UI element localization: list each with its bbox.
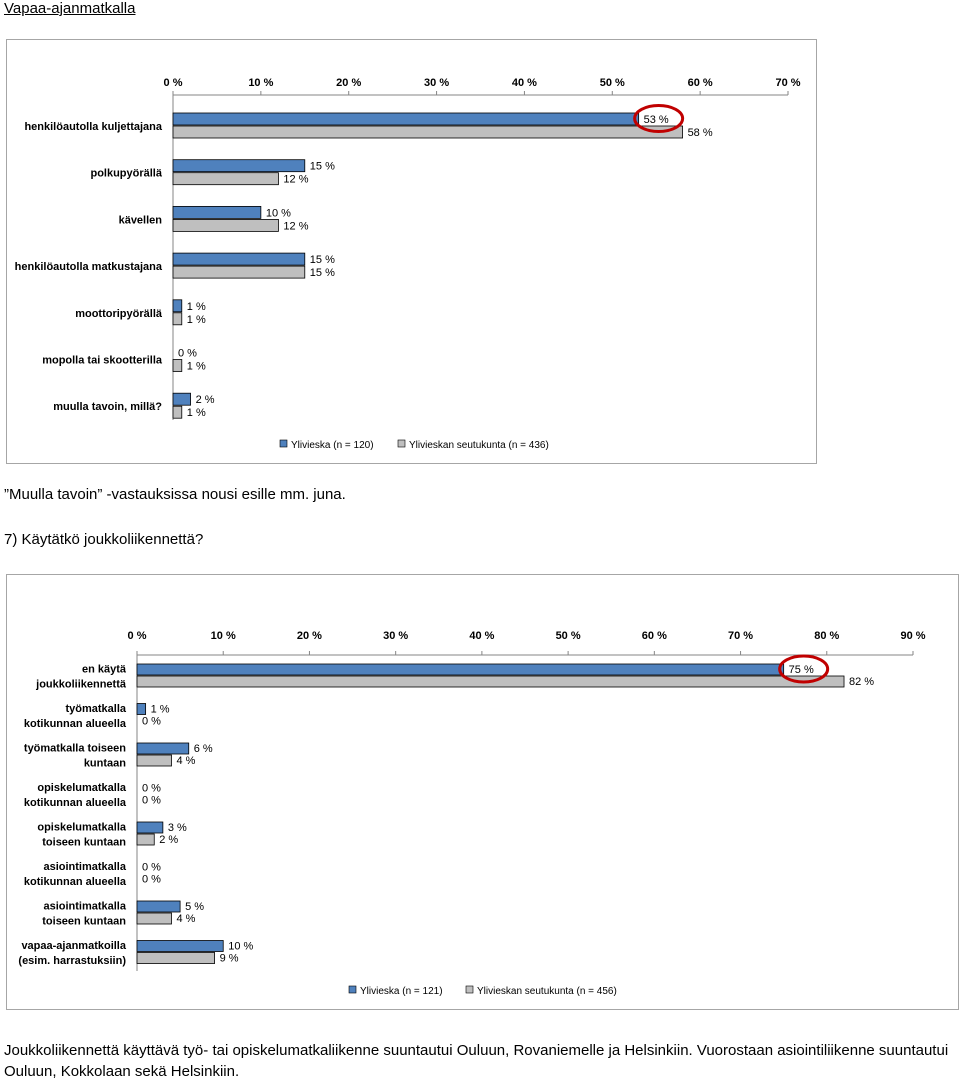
chart2-data-label: 3 % (167, 822, 187, 834)
chart1-data-label: 12 % (283, 220, 309, 233)
chart1-data-label: 0 % (178, 347, 197, 360)
chart2-data-label: 5 % (185, 901, 205, 913)
chart1-bar-ylivieska (173, 206, 261, 218)
chart-leisure-transport (6, 39, 817, 464)
chart2-tick-label: 80 % (814, 630, 840, 642)
chart1-tick-label: 20 % (336, 77, 362, 89)
chart2-data-label: 2 % (159, 834, 179, 846)
chart1-bar-seutukunta (173, 406, 182, 418)
chart1-category-label: henkilöautolla matkustajana (14, 261, 162, 274)
chart2-tick-label: 70 % (728, 630, 754, 642)
chart1-data-label: 1 % (186, 313, 206, 326)
chart2-category-label: toiseen kuntaan (42, 836, 126, 849)
chart2-data-label: 0 % (142, 715, 161, 728)
chart1-bar-seutukunta (173, 219, 278, 231)
chart2-tick-label: 10 % (210, 630, 236, 642)
chart1-bar-seutukunta (173, 313, 182, 325)
chart1-data-label: 12 % (283, 173, 309, 186)
chart2-category-label: kotikunnan alueella (23, 797, 126, 809)
chart1-data-label: 1 % (186, 360, 206, 373)
chart1-category-label: muulla tavoin, millä? (53, 401, 162, 414)
chart2-category-label: toiseen kuntaan (42, 915, 126, 928)
chart2-category-label: kuntaan (83, 757, 126, 770)
chart2-data-label: 6 % (193, 743, 213, 755)
chart2-tick-label: 0 % (127, 630, 147, 642)
chart2-category-label: en käytä (81, 663, 126, 676)
chart1-data-label: 15 % (309, 160, 335, 173)
chart2-bar-seutukunta (137, 913, 171, 924)
chart2-data-label: 9 % (219, 952, 239, 965)
chart1-category-label: mopolla tai skootterilla (42, 354, 162, 367)
chart1-legend-label: Ylivieska (n = 120) (291, 440, 374, 451)
chart2-data-label: 4 % (176, 755, 196, 767)
chart1-tick-label: 40 % (511, 77, 537, 89)
chart2-tick-label: 20 % (296, 630, 322, 642)
chart2-category-label: työmatkalla (65, 703, 126, 715)
chart2-data-label: 4 % (176, 913, 196, 925)
chart2-data-label: 0 % (142, 873, 161, 886)
chart-public-transport-svg (7, 575, 958, 1009)
chart1-bar-seutukunta (173, 360, 182, 372)
chart1-category-label: moottoripyörällä (75, 307, 162, 320)
chart2-data-label: 10 % (228, 940, 254, 953)
chart1-data-label: 1 % (186, 300, 206, 313)
chart1-bar-seutukunta (173, 126, 683, 138)
chart1-tick-label: 30 % (424, 77, 450, 89)
chart2-category-label: vapaa-ajanmatkoilla (21, 940, 126, 952)
chart1-data-label: 10 % (265, 207, 291, 220)
chart2-data-label: 0 % (142, 861, 161, 874)
chart2-legend-swatch (466, 986, 473, 993)
chart1-bar-ylivieska (173, 393, 191, 405)
chart1-legend-label: Ylivieskan seutukunta (n = 436) (409, 440, 549, 451)
chart1-category-label: kävellen (118, 214, 162, 227)
chart1-category-label: polkupyörällä (90, 167, 162, 180)
chart2-category-label: asiointimatkalla (43, 861, 126, 873)
chart2-bar-seutukunta (137, 676, 844, 687)
chart1-tick-label: 10 % (248, 77, 274, 89)
chart2-tick-label: 60 % (641, 630, 667, 642)
chart1-data-label: 2 % (195, 394, 215, 407)
chart1-data-label: 58 % (687, 127, 713, 139)
chart2-data-label: 82 % (849, 676, 875, 688)
chart2-tick-label: 30 % (383, 630, 409, 642)
chart2-tick-label: 90 % (900, 630, 926, 642)
chart-public-transport (6, 574, 959, 1010)
chart2-category-label: opiskelumatkalla (37, 782, 126, 794)
chart1-data-label: 15 % (309, 267, 335, 280)
chart2-legend-label: Ylivieska (n = 121) (360, 986, 443, 997)
chart2-category-label: joukkoliikennettä (36, 678, 126, 691)
chart2-bar-seutukunta (137, 755, 171, 766)
note-text: ”Muulla tavoin” -vastauksissa nousi esille mm. juna. (4, 486, 346, 503)
chart1-legend-swatch (280, 440, 287, 447)
chart2-bar-ylivieska (137, 822, 163, 833)
chart1-data-label: 53 % (643, 114, 669, 126)
chart2-tick-label: 50 % (555, 630, 581, 642)
chart1-data-label: 15 % (309, 254, 335, 267)
chart2-category-label: kotikunnan alueella (23, 876, 126, 888)
chart2-bar-ylivieska (137, 743, 189, 754)
chart2-category-label: asiointimatkalla (43, 900, 126, 913)
chart-leisure-transport-svg (7, 40, 816, 463)
chart2-category-label: työmatkalla toiseen (23, 742, 126, 755)
chart2-bar-ylivieska (137, 941, 223, 952)
chart1-bar-ylivieska (173, 113, 639, 125)
chart1-tick-label: 0 % (163, 77, 183, 89)
chart1-bar-seutukunta (173, 173, 278, 185)
chart2-legend-swatch (349, 986, 356, 993)
chart1-tick-label: 60 % (687, 77, 713, 89)
footer-text: Joukkoliikennettä käyttävä työ- tai opiskelumatkaliikenne suuntautui Ouluun, Rovaniemelle ja Helsinkiin. Vuorostaan asiointiliikenne suuntautui Ouluun, Kokkolaan sekä Helsinkiin. (4, 1042, 949, 1080)
chart1-bar-ylivieska (173, 160, 305, 172)
chart2-category-label: kotikunnan alueella (23, 718, 126, 730)
chart2-data-label: 0 % (142, 782, 161, 795)
chart2-data-label: 0 % (142, 794, 161, 807)
chart2-data-label: 1 % (150, 703, 170, 716)
chart2-bar-ylivieska (137, 704, 146, 715)
chart2-category-label: (esim. harrastuksiin) (18, 955, 126, 967)
chart1-tick-label: 50 % (599, 77, 625, 89)
chart2-legend-label: Ylivieskan seutukunta (n = 456) (477, 986, 617, 997)
chart1-tick-label: 70 % (775, 77, 801, 89)
question-text: 7) Käytätkö joukkoliikennettä? (4, 531, 204, 548)
chart2-bar-seutukunta (137, 834, 154, 845)
chart2-bar-ylivieska (137, 901, 180, 912)
chart2-data-label: 75 % (788, 664, 814, 676)
chart1-bar-ylivieska (173, 253, 305, 265)
chart1-data-label: 1 % (186, 407, 206, 420)
chart1-legend-swatch (398, 440, 405, 447)
chart2-bar-ylivieska (137, 664, 784, 675)
chart2-bar-seutukunta (137, 953, 215, 964)
chart2-tick-label: 40 % (469, 630, 495, 642)
section-heading: Vapaa-ajanmatkalla (4, 0, 136, 17)
chart2-category-label: opiskelumatkalla (37, 821, 126, 834)
chart1-bar-ylivieska (173, 300, 182, 312)
chart1-bar-seutukunta (173, 266, 305, 278)
chart1-category-label: henkilöautolla kuljettajana (24, 121, 162, 133)
